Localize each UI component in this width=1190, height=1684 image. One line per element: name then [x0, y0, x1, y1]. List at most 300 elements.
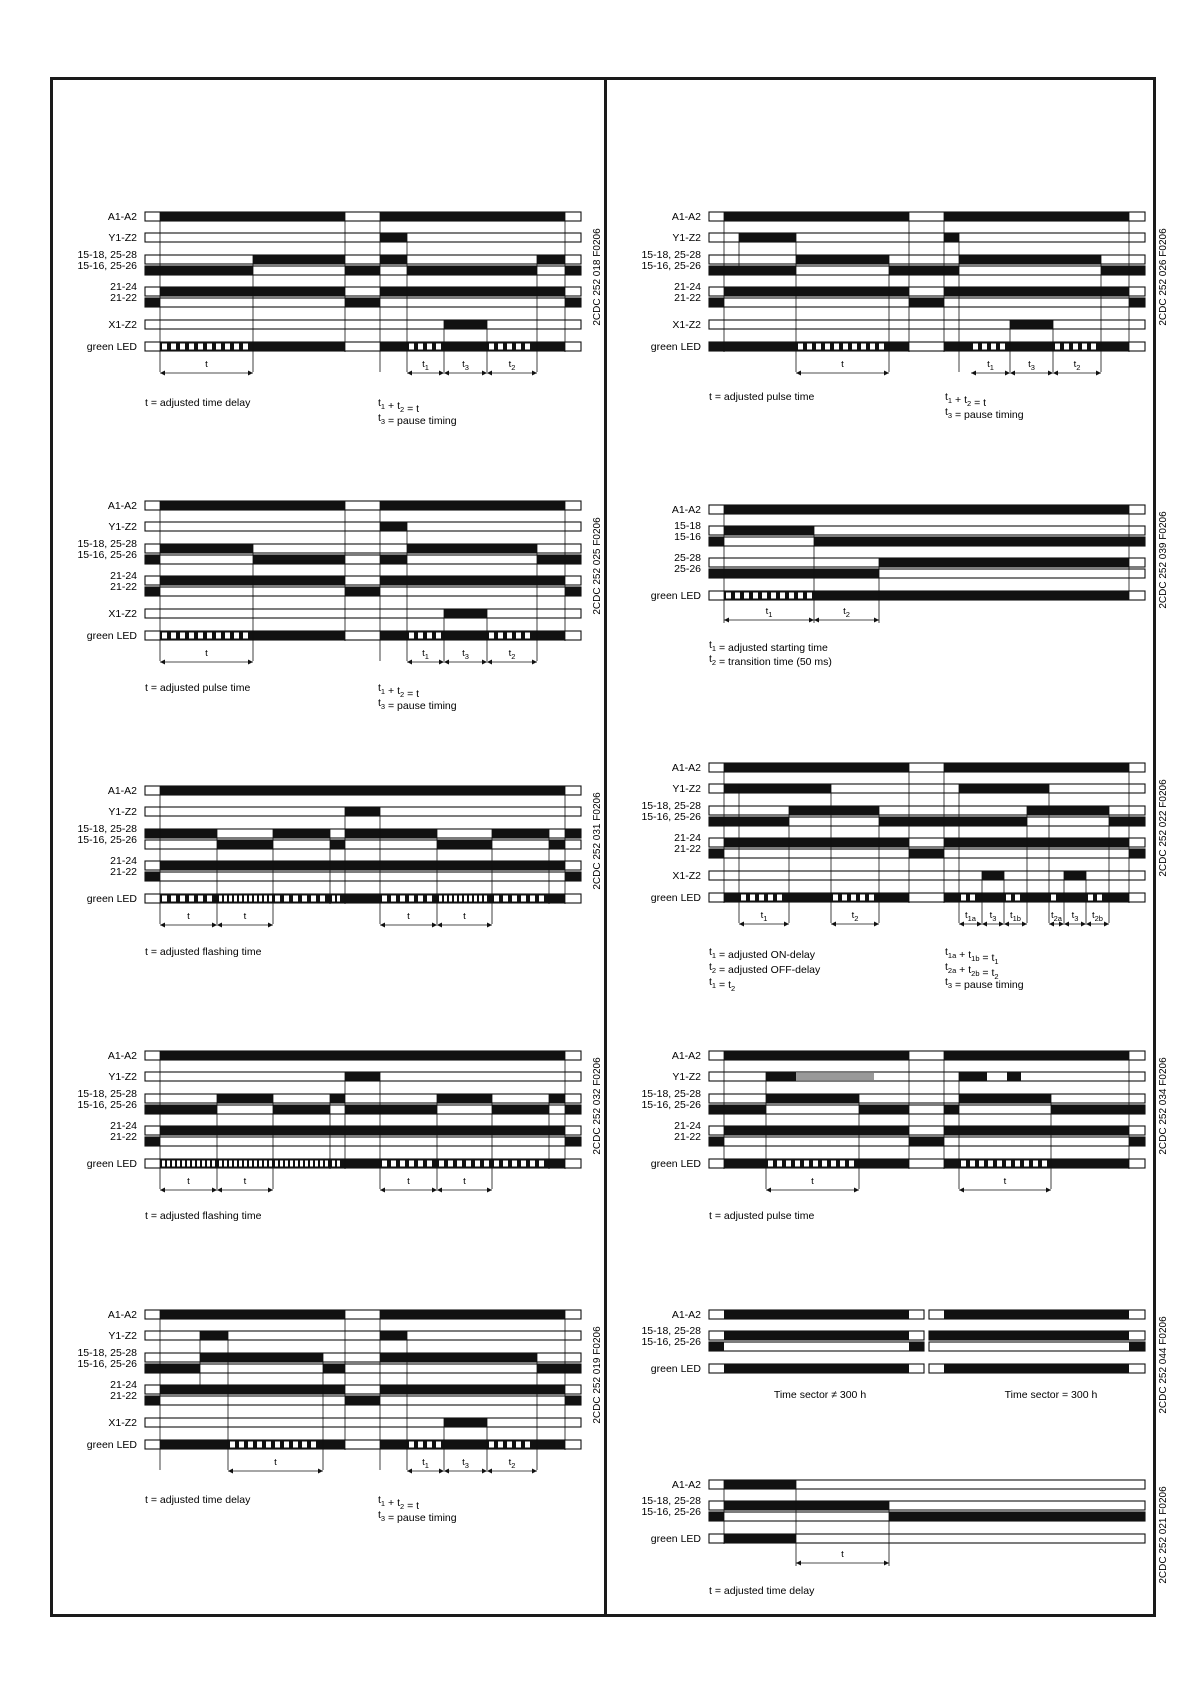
signal-row-flash-gap — [219, 896, 222, 902]
signal-row-high — [565, 1137, 581, 1146]
signal-row-flash-gap — [825, 344, 830, 350]
signal-row-frame — [145, 233, 581, 242]
signal-row-high — [889, 266, 959, 275]
signal-row-high — [160, 1051, 565, 1060]
signal-row-flash-gap — [1042, 1161, 1047, 1167]
signal-row-high — [1051, 1159, 1129, 1168]
signal-row-flash-gap — [234, 1161, 237, 1167]
signal-row-flash-gap — [498, 344, 503, 350]
signal-row-high — [959, 784, 1049, 793]
signal-label: green LED — [650, 1533, 701, 1545]
time-span-arrow-right — [1022, 922, 1027, 927]
signal-row-high — [859, 1159, 909, 1168]
signal-row-flash-gap — [244, 896, 247, 902]
time-span-arrow-left — [444, 371, 449, 376]
signal-row-flash-gap — [834, 344, 839, 350]
signal-row-flash-gap — [198, 344, 203, 350]
signal-row-flash-gap — [187, 1161, 190, 1167]
signal-row-flash-gap — [427, 633, 432, 639]
signal-row-flash-gap — [224, 896, 227, 902]
signal-row-high — [380, 342, 407, 351]
signal-row-frame — [145, 1137, 581, 1146]
signal-row-flash-gap — [332, 1161, 335, 1167]
signal-row-high — [253, 555, 345, 564]
signal-row-high — [724, 1159, 766, 1168]
signal-row-high — [145, 266, 253, 275]
signal-row-high — [145, 1137, 160, 1146]
caption: $t_3$ = pause timing — [945, 406, 1024, 421]
time-span-arrow-right — [854, 1188, 859, 1193]
signal-row-high — [724, 1534, 796, 1543]
time-span-arrow-left — [796, 371, 801, 376]
signal-row-flash-gap — [1015, 895, 1020, 901]
signal-row-high — [709, 266, 796, 275]
signal-label: 15-18, 25-28 — [77, 1347, 137, 1359]
signal-row-high — [444, 1418, 487, 1427]
signal-label: A1-A2 — [671, 1309, 701, 1321]
time-span-arrow-left — [1086, 922, 1091, 927]
time-span-label: $t_2$ — [508, 1457, 516, 1470]
signal-row-high — [709, 1137, 724, 1146]
signal-row-high — [709, 569, 879, 578]
signal-row-high — [345, 894, 380, 903]
time-span-arrow-left — [444, 660, 449, 665]
time-span-label: $t_3$ — [989, 910, 997, 923]
time-span-arrow-right — [268, 923, 273, 928]
signal-row-high — [407, 544, 537, 553]
signal-row-flash-gap — [961, 895, 966, 901]
signal-row-flash-gap — [207, 344, 212, 350]
signal-label: 15-16, 25-26 — [77, 1358, 137, 1370]
time-span-label: t — [187, 911, 190, 922]
signal-row-high — [160, 1310, 345, 1319]
signal-row-flash-gap — [768, 895, 773, 901]
time-span-arrow-left — [724, 618, 729, 623]
signal-row-flash-gap — [735, 593, 740, 599]
drawing-code: 2CDC 252 021 F0206 — [1158, 1486, 1169, 1584]
signal-row-high — [724, 1051, 909, 1060]
time-span-arrow-right — [884, 1561, 889, 1566]
signal-label: 21-22 — [110, 1390, 137, 1402]
signal-row-high — [160, 576, 345, 585]
signal-label: X1-Z2 — [672, 870, 701, 882]
signal-row-flash-gap — [807, 344, 812, 350]
signal-row-flash-gap — [418, 344, 423, 350]
signal-row-flash-gap — [804, 1161, 809, 1167]
time-span-arrow-right — [482, 1469, 487, 1474]
signal-row-flash-gap — [489, 633, 494, 639]
signal-row-high — [909, 1342, 924, 1351]
signal-row-flash-gap — [382, 1161, 387, 1167]
signal-label: A1-A2 — [671, 762, 701, 774]
signal-row-high — [1129, 298, 1145, 307]
time-span-arrow-right — [212, 1188, 217, 1193]
signal-row-high — [982, 893, 1004, 902]
signal-row-frame — [145, 522, 581, 531]
signal-row-flash-gap — [254, 1161, 257, 1167]
signal-row-frame — [709, 320, 1145, 329]
signal-row-flash-gap — [1073, 344, 1078, 350]
signal-row-high — [1109, 817, 1145, 826]
signal-label: Y1-Z2 — [108, 1071, 137, 1083]
signal-row-high — [1064, 893, 1086, 902]
caption: $t_{2a} + t_{2b} = t_2$ — [945, 961, 999, 981]
caption: $t_1$ = adjusted ON-delay — [709, 946, 816, 961]
caption: t = adjusted pulse time — [145, 682, 251, 694]
signal-row-flash-gap — [391, 1161, 396, 1167]
signal-row-high — [380, 555, 407, 564]
signal-row-flash-gap — [849, 1161, 854, 1167]
caption: $t_1 + t_2 = t$ — [378, 1494, 420, 1512]
signal-row-flash-gap — [498, 1442, 503, 1448]
signal-row-flash-gap — [798, 344, 803, 350]
signal-row-flash-gap — [162, 344, 167, 350]
signal-label: 15-16 — [674, 531, 701, 543]
signal-row-flash-gap — [207, 633, 212, 639]
time-span-arrow-left — [380, 1188, 385, 1193]
signal-row-high — [766, 1094, 859, 1103]
timing-diagram-031 — [77, 785, 603, 958]
signal-row-high — [549, 1159, 565, 1168]
time-span-arrow-left — [444, 1469, 449, 1474]
drawing-code: 2CDC 252 044 F0206 — [1158, 1316, 1169, 1414]
signal-row-flash-gap — [1091, 344, 1096, 350]
signal-row-high — [859, 1105, 909, 1114]
signal-label: A1-A2 — [107, 1309, 137, 1321]
signal-row-flash-gap — [503, 1161, 508, 1167]
signal-label: Y1-Z2 — [672, 232, 701, 244]
signal-row-high — [1051, 1105, 1145, 1114]
signal-row-flash-gap — [1024, 1161, 1029, 1167]
time-span-label: $t_1$ — [765, 606, 773, 619]
signal-row-frame — [145, 872, 581, 881]
signal-row-high — [145, 298, 160, 307]
time-span-arrow-right — [874, 922, 879, 927]
signal-row-flash-gap — [833, 895, 838, 901]
caption: t = adjusted time delay — [709, 1585, 815, 1597]
signal-row-flash-gap — [216, 633, 221, 639]
time-span-arrow-right — [487, 1188, 492, 1193]
time-span-label: t — [841, 1549, 844, 1560]
signal-label: green LED — [650, 1363, 701, 1375]
signal-row-high — [709, 537, 724, 546]
signal-row-high — [160, 1385, 345, 1394]
signal-row-flash-gap — [207, 1161, 210, 1167]
signal-row-high — [982, 871, 1004, 880]
signal-label: green LED — [86, 341, 137, 353]
signal-label: green LED — [86, 630, 137, 642]
signal-row-flash-gap — [249, 1161, 252, 1167]
time-span-arrow-left — [487, 1469, 492, 1474]
signal-row-flash-gap — [777, 1161, 782, 1167]
signal-row-flash-gap — [248, 1442, 253, 1448]
signal-row-high — [789, 806, 879, 815]
signal-label: 21-22 — [674, 1131, 701, 1143]
signal-row-high — [724, 784, 831, 793]
signal-row-high — [380, 1310, 565, 1319]
caption: t = adjusted time delay — [145, 1494, 251, 1506]
signal-row-flash-gap — [1064, 344, 1069, 350]
signal-row-high — [537, 1440, 565, 1449]
signal-row-flash-gap — [1097, 895, 1102, 901]
signal-row-flash-gap — [813, 1161, 818, 1167]
signal-row-flash-gap — [991, 344, 996, 350]
signal-row-frame — [145, 1094, 581, 1103]
signal-row-flash-gap — [418, 1442, 423, 1448]
signal-row-high — [1129, 1342, 1145, 1351]
signal-row-flash-gap — [436, 344, 441, 350]
caption: $t_3$ = pause timing — [945, 976, 1024, 991]
signal-label: green LED — [86, 1439, 137, 1451]
signal-label: X1-Z2 — [108, 608, 137, 620]
signal-row-high — [380, 255, 407, 264]
time-span-arrow-right — [439, 371, 444, 376]
signal-row-high — [889, 342, 909, 351]
signal-row-flash-gap — [325, 1161, 328, 1167]
time-span-arrow-right — [1048, 371, 1053, 376]
signal-row-flash-gap — [234, 633, 239, 639]
signal-row-flash-gap — [759, 895, 764, 901]
time-span-arrow-right — [1046, 1188, 1051, 1193]
signal-row-frame — [145, 555, 581, 564]
signal-label: 21-22 — [674, 292, 701, 304]
drawing-code: 2CDC 252 025 F0206 — [592, 517, 603, 615]
signal-row-flash-gap — [198, 896, 203, 902]
time-span-arrow-left — [1010, 371, 1015, 376]
signal-row-flash-gap — [795, 1161, 800, 1167]
signal-row-flash-gap — [225, 344, 230, 350]
signal-row-flash-gap — [300, 1161, 303, 1167]
signal-label: 21-22 — [110, 581, 137, 593]
signal-row-flash-gap — [269, 896, 272, 902]
signal-label: green LED — [650, 1158, 701, 1170]
signal-row-flash-gap — [180, 633, 185, 639]
signal-row-high — [724, 893, 739, 902]
timing-diagram-022 — [641, 762, 1169, 993]
signal-row-high — [1129, 849, 1145, 858]
signal-row-flash-gap — [269, 1161, 272, 1167]
signal-label: 21-24 — [674, 1120, 701, 1132]
signal-row-high — [444, 320, 487, 329]
signal-row-high — [444, 609, 487, 618]
signal-label: 15-18, 25-28 — [641, 1495, 701, 1507]
time-span-arrow-left — [407, 371, 412, 376]
signal-row-flash-gap — [305, 1161, 308, 1167]
time-span-arrow-right — [784, 922, 789, 927]
signal-row-flash-gap — [741, 895, 746, 901]
time-span-arrow-right — [532, 1469, 537, 1474]
time-span-label: t — [1003, 1176, 1007, 1187]
drawing-code: 2CDC 252 031 F0206 — [592, 792, 603, 890]
signal-row-high — [537, 1364, 581, 1373]
drawing-code: 2CDC 252 019 F0206 — [592, 1326, 603, 1424]
signal-row-flash-gap — [771, 593, 776, 599]
caption: t = adjusted time delay — [145, 397, 251, 409]
time-span-arrow-left — [959, 922, 964, 927]
signal-row-high — [565, 266, 581, 275]
signal-label: 21-22 — [110, 866, 137, 878]
signal-row-flash-gap — [418, 896, 423, 902]
signal-row-flash-gap — [489, 1442, 494, 1448]
caption: $t_1 + t_2 = t$ — [945, 391, 987, 409]
signal-row-flash-gap — [249, 896, 252, 902]
signal-row-high — [253, 631, 345, 640]
signal-row-high — [345, 1105, 380, 1114]
signal-row-flash-gap — [879, 344, 884, 350]
signal-row-flash-gap — [484, 896, 487, 902]
signal-row-flash-gap — [162, 633, 167, 639]
signal-row-flash-gap — [475, 1161, 480, 1167]
signal-row-flash-gap — [167, 1161, 170, 1167]
signal-row-high — [549, 840, 565, 849]
signal-row-flash-gap — [225, 633, 230, 639]
signal-row-flash-gap — [337, 896, 340, 902]
signal-row-flash-gap — [427, 896, 432, 902]
signal-row-high — [145, 555, 160, 564]
signal-row-high — [323, 1364, 345, 1373]
signal-row-flash-gap — [530, 1161, 535, 1167]
time-span-label: t — [463, 1176, 466, 1187]
signal-row-flash-gap — [212, 1161, 215, 1167]
caption: $t_1 + t_2 = t$ — [378, 682, 420, 700]
time-span-arrow-left — [160, 660, 165, 665]
signal-row-high — [565, 872, 581, 881]
signal-row-flash-gap — [219, 1161, 222, 1167]
signal-row-flash-gap — [409, 896, 414, 902]
signal-row-flash-gap — [427, 1161, 432, 1167]
time-span-arrow-left — [407, 660, 412, 665]
signal-row-flash-gap — [234, 344, 239, 350]
caption: t = adjusted pulse time — [709, 391, 815, 403]
timing-diagram-039 — [651, 504, 1169, 668]
time-span-label: $t_2$ — [508, 359, 516, 372]
signal-row-high — [345, 1159, 380, 1168]
signal-row-high — [437, 1094, 492, 1103]
signal-row-flash-gap — [244, 1161, 247, 1167]
signal-row-frame — [145, 255, 581, 264]
signal-row-high — [724, 1501, 889, 1510]
signal-row-high — [407, 266, 537, 275]
signal-label: 21-22 — [110, 1131, 137, 1143]
signal-label: green LED — [650, 892, 701, 904]
signal-row-high — [709, 1512, 724, 1521]
signal-row-high — [200, 1331, 228, 1340]
time-span-arrow-left — [1004, 922, 1009, 927]
signal-row-flash-gap — [409, 1161, 414, 1167]
time-span-arrow-right — [482, 371, 487, 376]
signal-row-flash-gap — [436, 1442, 441, 1448]
signal-row-flash-gap — [539, 1161, 544, 1167]
signal-row-flash-gap — [516, 633, 521, 639]
time-span-arrow-left — [982, 922, 987, 927]
signal-row-flash-gap — [530, 896, 535, 902]
signal-row-flash-gap — [293, 896, 298, 902]
signal-row-flash-gap — [1082, 344, 1087, 350]
signal-row-high — [959, 1094, 1051, 1103]
signal-row-high — [724, 1126, 909, 1135]
signal-row-high — [709, 849, 724, 858]
signal-row-flash-gap — [264, 896, 267, 902]
time-span-arrow-left — [831, 922, 836, 927]
signal-row-flash-gap — [189, 896, 194, 902]
time-span-arrow-left — [1064, 922, 1069, 927]
signal-row-high — [160, 1126, 565, 1135]
signal-row-high — [709, 817, 789, 826]
time-span-label: $t_{2b}$ — [1092, 910, 1103, 923]
signal-row-high — [724, 212, 909, 221]
signal-row-flash-gap — [315, 1161, 318, 1167]
caption: $t_2$ = adjusted OFF-delay — [709, 961, 821, 976]
signal-row-flash-gap — [310, 1161, 313, 1167]
signal-row-high — [814, 537, 1145, 546]
signal-row-high — [537, 255, 565, 264]
signal-row-flash-gap — [860, 895, 865, 901]
time-span-label: t — [243, 911, 247, 922]
signal-row-flash-gap — [207, 896, 212, 902]
time-span-label: t — [243, 1176, 247, 1187]
signal-row-flash-gap — [489, 344, 494, 350]
signal-row-flash-gap — [525, 1442, 530, 1448]
signal-row-high — [273, 829, 330, 838]
signal-row-flash-gap — [189, 633, 194, 639]
time-span-arrow-right — [874, 618, 879, 623]
signal-row-high — [217, 1094, 273, 1103]
signal-row-flash-gap — [1006, 895, 1011, 901]
signal-row-high — [160, 861, 565, 870]
time-span-label: $t_{1b}$ — [1010, 910, 1021, 923]
signal-row-high — [330, 840, 345, 849]
signal-row-flash-gap — [464, 896, 467, 902]
signal-row-flash-gap — [525, 344, 530, 350]
time-span-arrow-left — [160, 371, 165, 376]
signal-label: 15-16, 25-26 — [641, 811, 701, 823]
signal-label: A1-A2 — [107, 211, 137, 223]
signal-row-flash-gap — [726, 593, 731, 599]
timing-diagram-018 — [77, 211, 603, 427]
signal-row-high — [944, 1126, 1129, 1135]
time-span-arrow-left — [217, 923, 222, 928]
time-span-label: t — [811, 1176, 814, 1187]
signal-row-high — [1027, 806, 1109, 815]
signal-row-flash-gap — [180, 896, 185, 902]
caption: $t_1 = t_2$ — [709, 976, 736, 993]
signal-row-flash-gap — [243, 344, 248, 350]
signal-row-flash-gap — [243, 633, 248, 639]
signal-row-flash-gap — [750, 895, 755, 901]
signal-row-high — [549, 1094, 565, 1103]
signal-row-high — [330, 1094, 345, 1103]
time-span-label: $t_2$ — [851, 910, 859, 923]
signal-row-high — [724, 287, 909, 296]
signal-row-high — [944, 342, 971, 351]
time-span-label: $t_1$ — [422, 1457, 429, 1470]
time-span-label: t — [187, 1176, 190, 1187]
signal-row-flash-gap — [234, 896, 237, 902]
signal-row-flash-gap — [843, 344, 848, 350]
signal-row-flash-gap — [337, 1161, 340, 1167]
signal-row-flash-gap — [753, 593, 758, 599]
signal-row-high — [959, 1072, 987, 1081]
time-span-label: $t_1$ — [987, 359, 994, 372]
time-span-arrow-left — [766, 1188, 771, 1193]
signal-row-high — [789, 893, 831, 902]
signal-row-flash-gap — [293, 1442, 298, 1448]
time-span-arrow-right — [268, 1188, 273, 1193]
signal-row-high — [253, 342, 345, 351]
signal-label: A1-A2 — [671, 1050, 701, 1062]
signal-row-flash-gap — [979, 1161, 984, 1167]
time-span-label: $t_3$ — [462, 359, 469, 372]
